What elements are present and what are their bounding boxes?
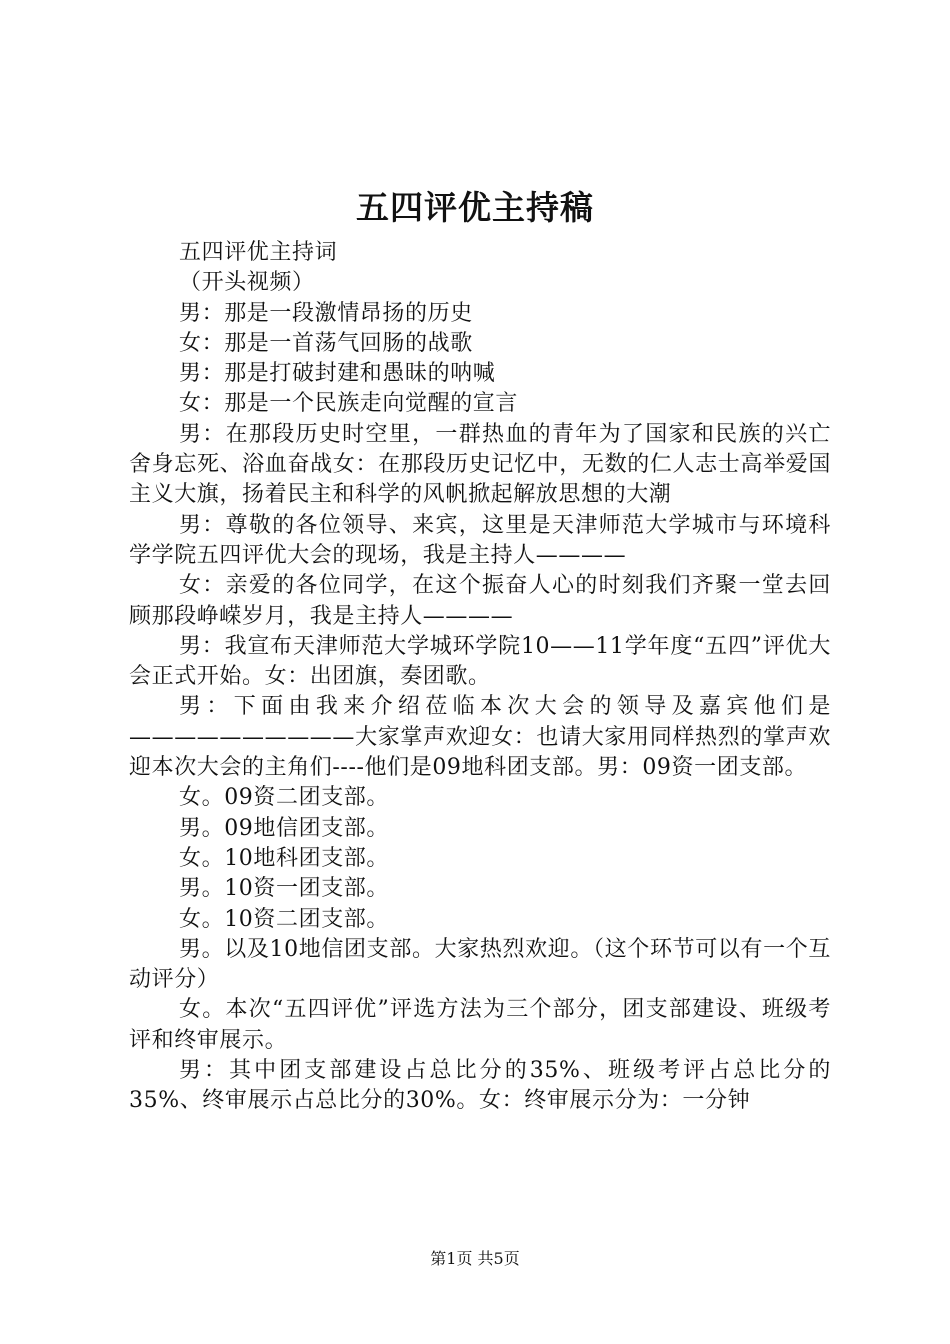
paragraph: 男：在那段历史时空里，一群热血的青年为了国家和民族的兴亡舍身忘死、浴血奋战女：在那段历史记忆中，无数的仁人志士高举爱国主义大旗，扬着民主和科学的风帆掀起解放思想的大潮 (129, 421, 831, 508)
paragraph: 男：其中团支部建设占总比分的35%、班级考评占总比分的35%、终审展示占总比分的30%。女：终审展示分为：一分钟 (129, 1058, 831, 1114)
paragraph: （开头视频） (179, 270, 315, 296)
page-footer: 第1页 共5页 (430, 1249, 520, 1268)
paragraph: 男。09地信团支部。 (179, 815, 389, 841)
paragraph: 女。10地科团支部。 (179, 845, 389, 871)
paragraph: 女：那是一首荡气回肠的战歌 (179, 330, 473, 356)
paragraph: 女。09资二团支部。 (179, 785, 389, 811)
paragraph: 男：尊敬的各位领导、来宾，这里是天津师范大学城市与环境科学学院五四评优大会的现场，我是主持人———— (129, 512, 831, 568)
paragraph: 男：那是打破封建和愚昧的呐喊 (179, 361, 496, 387)
paragraph: 男：那是一段激情昂扬的历史 (179, 300, 473, 326)
paragraph: 五四评优主持词 (179, 240, 338, 265)
paragraph: 男。10资一团支部。 (179, 876, 389, 902)
paragraph: 女。本次“五四评优”评选方法为三个部分，团支部建设、班级考评和终审展示。 (129, 997, 831, 1053)
paragraph: 女：那是一个民族走向觉醒的宣言 (179, 391, 519, 417)
paragraph: 男。以及10地信团支部。大家热烈欢迎。（这个环节可以有一个互动评分） (129, 936, 831, 993)
paragraph: 女。10资二团支部。 (179, 906, 389, 932)
paragraph: 男：下面由我来介绍莅临本次大会的领导及嘉宾他们是——————————大家掌声欢迎女：也请大家用同样热烈的掌声欢迎本次大会的主角们----他们是09地科团支部。男：09资一团支部。 (129, 694, 831, 781)
document-title: 五四评优主持稿 (356, 188, 594, 227)
document-body (129, 238, 831, 1117)
paragraph: 女：亲爱的各位同学，在这个振奋人心的时刻我们齐聚一堂去回顾那段峥嵘岁月，我是主持人———— (129, 573, 831, 629)
paragraph: 男：我宣布天津师范大学城环学院10——11学年度“五四”评优大会正式开始。女：出团旗，奏团歌。 (129, 633, 831, 690)
